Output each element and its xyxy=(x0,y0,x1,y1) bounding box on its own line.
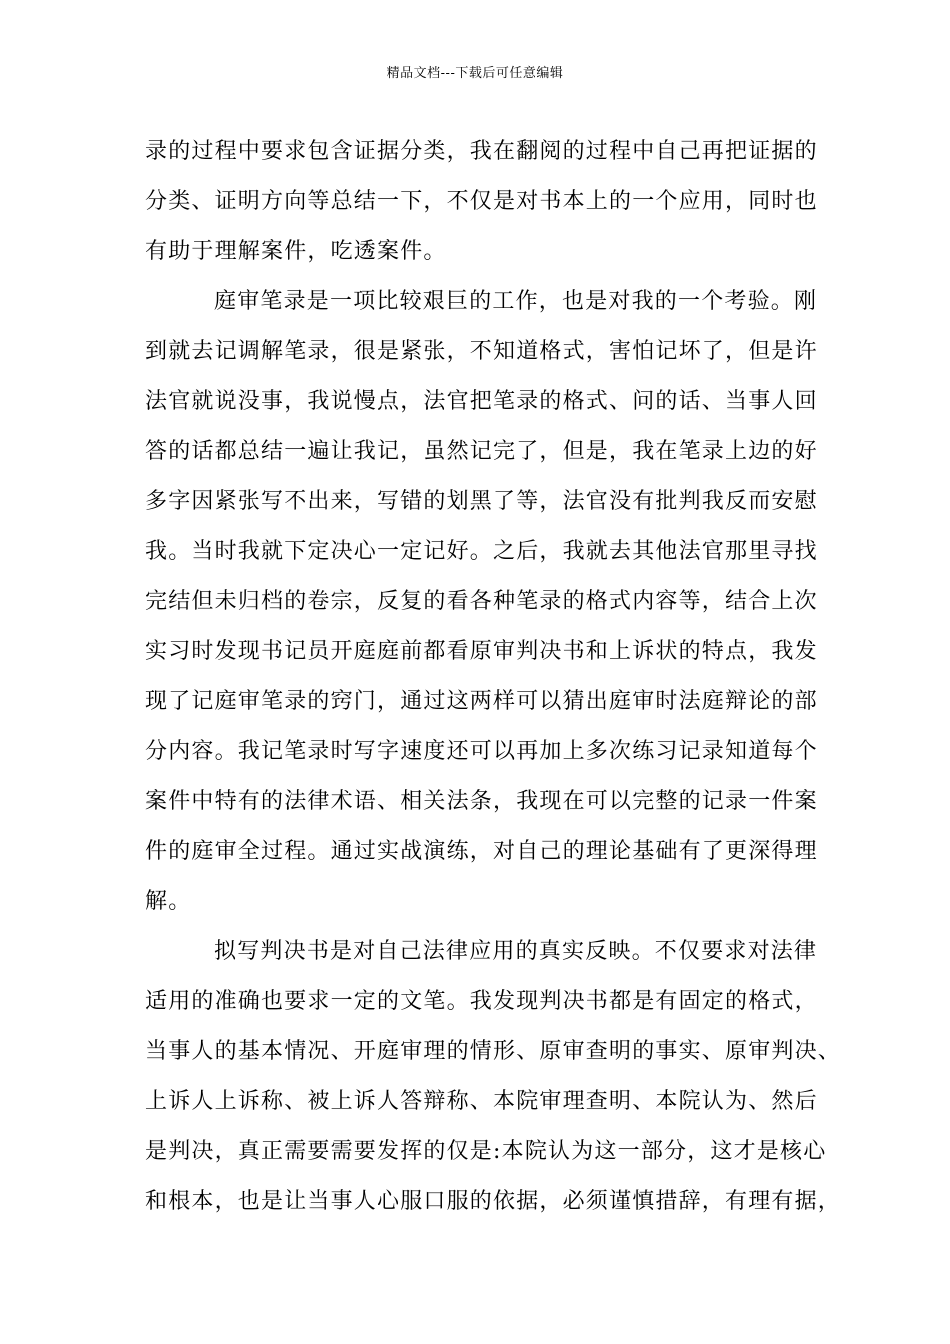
text-line: 分类、证明方向等总结一下，不仅是对书本上的一个应用，同时也 xyxy=(145,189,818,214)
paragraph-start-line: 庭审笔录是一项比较艰巨的工作，也是对我的一个考验。刚 xyxy=(214,289,818,314)
text-line: 是判决，真正需要需要发挥的仅是:本院认为这一部分，这才是核心 xyxy=(145,1139,827,1164)
paragraph-start-line: 拟写判决书是对自己法律应用的真实反映。不仅要求对法律 xyxy=(214,939,818,964)
text-line: 实习时发现书记员开庭庭前都看原审判决书和上诉状的特点，我发 xyxy=(145,639,818,664)
text-line: 多字因紧张写不出来，写错的划黑了等，法官没有批判我反而安慰 xyxy=(145,489,818,514)
text-line: 件的庭审全过程。通过实战演练，对自己的理论基础有了更深得理 xyxy=(145,839,818,864)
text-line: 当事人的基本情况、开庭审理的情形、原审查明的事实、原审判决、 xyxy=(145,1039,842,1064)
text-line: 有助于理解案件，吃透案件。 xyxy=(145,239,447,264)
text-line: 完结但未归档的卷宗，反复的看各种笔录的格式内容等，结合上次 xyxy=(145,589,818,614)
text-line: 现了记庭审笔录的窍门，通过这两样可以猜出庭审时法庭辩论的部 xyxy=(145,689,818,714)
text-line: 录的过程中要求包含证据分类，我在翻阅的过程中自己再把证据的 xyxy=(145,139,818,164)
page-header: 精品文档---下载后可任意编辑 xyxy=(386,66,564,81)
text-line: 和根本，也是让当事人心服口服的依据，必须谨慎措辞，有理有据， xyxy=(145,1189,842,1214)
text-line: 案件中特有的法律术语、相关法条，我现在可以完整的记录一件案 xyxy=(145,789,818,814)
text-line: 我。当时我就下定决心一定记好。之后，我就去其他法官那里寻找 xyxy=(145,539,818,564)
text-line: 答的话都总结一遍让我记，虽然记完了，但是，我在笔录上边的好 xyxy=(145,439,818,464)
text-line: 解。 xyxy=(145,889,192,914)
text-line: 适用的准确也要求一定的文笔。我发现判决书都是有固定的格式， xyxy=(145,989,818,1014)
text-line: 法官就说没事，我说慢点，法官把笔录的格式、问的话、当事人回 xyxy=(145,389,818,414)
text-line: 分内容。我记笔录时写字速度还可以再加上多次练习记录知道每个 xyxy=(145,739,818,764)
text-line: 上诉人上诉称、被上诉人答辩称、本院审理查明、本院认为、然后 xyxy=(145,1089,818,1114)
text-line: 到就去记调解笔录，很是紧张，不知道格式，害怕记坏了，但是许 xyxy=(145,339,818,364)
